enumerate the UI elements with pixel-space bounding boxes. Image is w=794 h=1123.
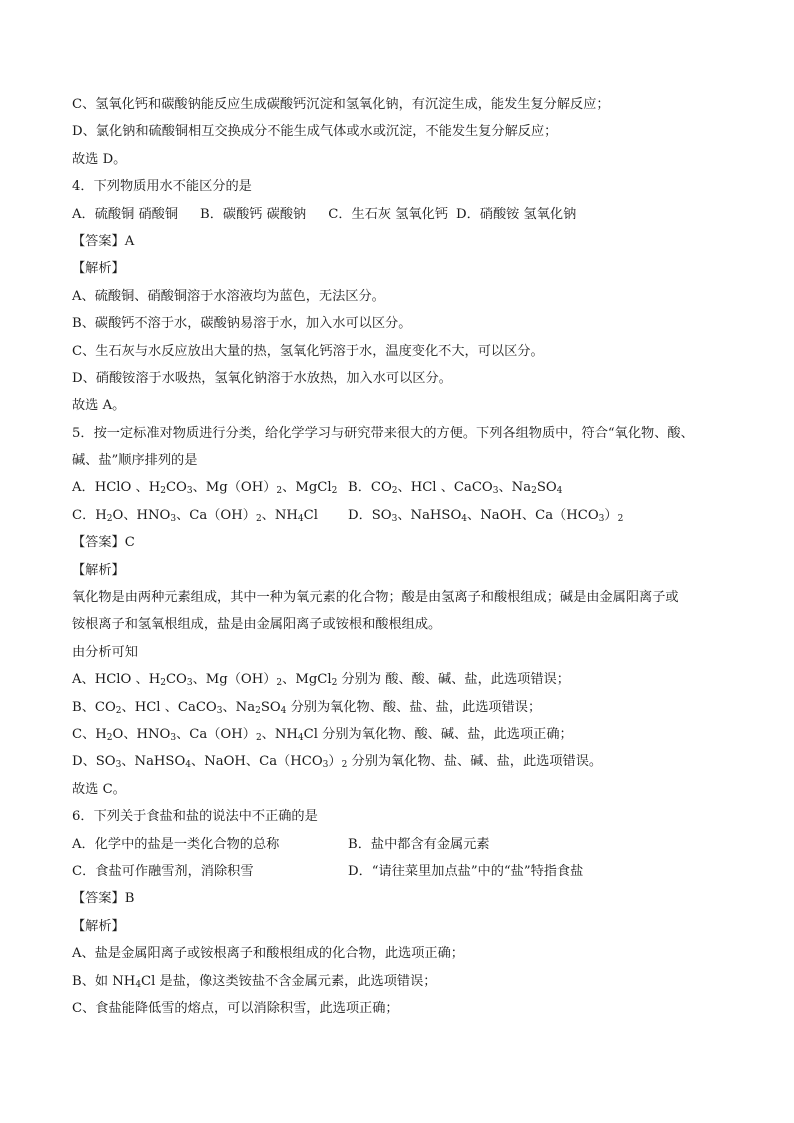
q5-judge-c: C、$H_2O$、$HNO_3$、$Ca(OH)_2$、$NH_4Cl$ 分别为氧化物、酸、碱、盐，此选项正确；: [72, 726, 573, 743]
q4-analysis-b: B、碳酸钙不溶于水，碳酸钠易溶于水，加入水可以区分。: [72, 316, 412, 332]
q6-option-d: D．“请往菜里加点盐”中的“盐”特指食盐: [348, 863, 584, 879]
q5-judge-b: B、$CO_2$、HCl 、CaCO$_3$、$Na_2SO_4$ 分别为氧化物、酸、盐、盐，此选项错误；: [72, 699, 542, 716]
q6-option-a: A．化学中的盐是一类化合物的总称: [72, 836, 280, 852]
q4-analysis-d: D、硝酸铵溶于水吸热，氢氧化钠溶于水放热，加入水可以区分。: [72, 370, 452, 386]
q4-option-a: A．硫酸铜 硝酸铜: [72, 206, 179, 222]
q5-answer: 【答案】C: [72, 535, 135, 551]
q5-stem-line-1: 5．按一定标准对物质进行分类，给化学学习与研究带来很大的方便。下列各组物质中，符合“氧化物、酸、: [72, 425, 694, 441]
q4-option-d: D．硝酸铵 氢氧化钠: [456, 206, 577, 222]
q5-judge-d-text: 分别为氧化物、盐、碱、盐，此选项错误。: [347, 754, 603, 770]
q5-stem-line-2: 碱、盐”顺序排列的是: [72, 453, 198, 469]
q4-option-c: C．生石灰 氢氧化钙: [328, 206, 449, 222]
q5-judge-a-text: 分别为 酸、酸、碱、盐，此选项错误；: [337, 672, 570, 688]
q5-definition-line-2: 铵根离子和氢氧根组成，盐是由金属阳离子或铵根和酸根组成。: [72, 617, 442, 633]
q5-option-b: B．$CO_2$、HCl 、CaCO$_3$、$Na_2SO_4$: [348, 480, 563, 497]
q4-analysis-label: 【解析】: [72, 261, 125, 277]
q4-conclusion: 故选 A。: [72, 398, 126, 414]
q4-analysis-a: A、硫酸铜、硝酸铜溶于水溶液均为蓝色，无法区分。: [72, 288, 385, 304]
q5-option-c: C．$H_2O$、$HNO_3$、$Ca(OH)_2$、$NH_4Cl$: [72, 507, 318, 524]
q5-analysis-label: 【解析】: [72, 562, 125, 578]
q5-intro: 由分析可知: [72, 644, 138, 660]
prev-analysis-c: C、氢氧化钙和碳酸钠能反应生成碳酸钙沉淀和氢氧化钠，有沉淀生成，能发生复分解反应；: [72, 97, 610, 112]
q6-options-row-1: [72, 831, 752, 858]
q5-conclusion: 故选 C。: [72, 781, 126, 797]
q6-analysis-b: B、如 $NH_4Cl$ 是盐，像这类铵盐不含金属元素，此选项错误；: [72, 973, 437, 990]
q5-option-d: D．$SO_3$、NaHSO$_4$、NaOH、$Ca(HCO_3)_2$: [348, 507, 624, 524]
q5-options-row-1: [72, 474, 752, 501]
q4-options: [72, 201, 752, 228]
q6-stem: 6．下列关于食盐和盐的说法中不正确的是: [72, 809, 318, 825]
q6-options-row-2: [72, 858, 752, 885]
q5-option-a: A．HClO 、$H_2CO_3$、$Mg(OH)_2$、MgCl$_2$: [72, 480, 338, 497]
q6-analysis-label: 【解析】: [72, 918, 125, 934]
q4-answer: 【答案】A: [72, 233, 135, 249]
q5-judge-c-text: 分别为氧化物、酸、碱、盐，此选项正确；: [317, 726, 573, 742]
q5-judge-b-text: 分别为氧化物、酸、盐、盐，此选项错误；: [286, 699, 542, 715]
prev-conclusion: 故选 D。: [72, 151, 127, 167]
q4-analysis-c: C、生石灰与水反应放出大量的热，氢氧化钙溶于水，温度变化不大，可以区分。: [72, 343, 544, 359]
q5-options-row-2: [72, 502, 752, 529]
q5-judge-a: A、HClO 、$H_2CO_3$、$Mg(OH)_2$、MgCl$_2$ 分别为 酸、酸、碱、盐，此选项错误；: [72, 672, 570, 689]
q6-analysis-b-pre: B、如: [72, 973, 113, 989]
q6-analysis-a: A、盐是金属阳离子或铵根离子和酸根组成的化合物，此选项正确；: [72, 946, 464, 962]
document-page: [72, 91, 752, 1022]
q4-option-b: B．碳酸钙 碳酸钠: [200, 206, 307, 222]
q4-stem: 4．下列物质用水不能区分的是: [72, 179, 252, 195]
q5-definition-line-1: 氧化物是由两种元素组成，其中一种为氧元素的化合物；酸是由氢离子和酸根组成；碱是由金属阳离子或: [72, 590, 679, 606]
q6-option-c: C．食盐可作融雪剂，消除积雪: [72, 863, 254, 879]
prev-analysis-d: D、氯化钠和硫酸铜相互交换成分不能生成气体或水或沉淀，不能发生复分解反应；: [72, 124, 558, 140]
q6-answer: 【答案】B: [72, 891, 135, 907]
q6-analysis-c: C、食盐能降低雪的熔点，可以消除积雪，此选项正确；: [72, 1000, 399, 1016]
q5-judge-d: D、$SO_3$、NaHSO$_4$、NaOH、$Ca(HCO_3)_2$ 分别为氧化物、盐、碱、盐，此选项错误。: [72, 754, 603, 771]
q6-option-b: B．盐中都含有金属元素: [348, 836, 490, 852]
q6-analysis-b-post: 是盐，像这类铵盐不含金属元素，此选项错误；: [155, 973, 437, 989]
